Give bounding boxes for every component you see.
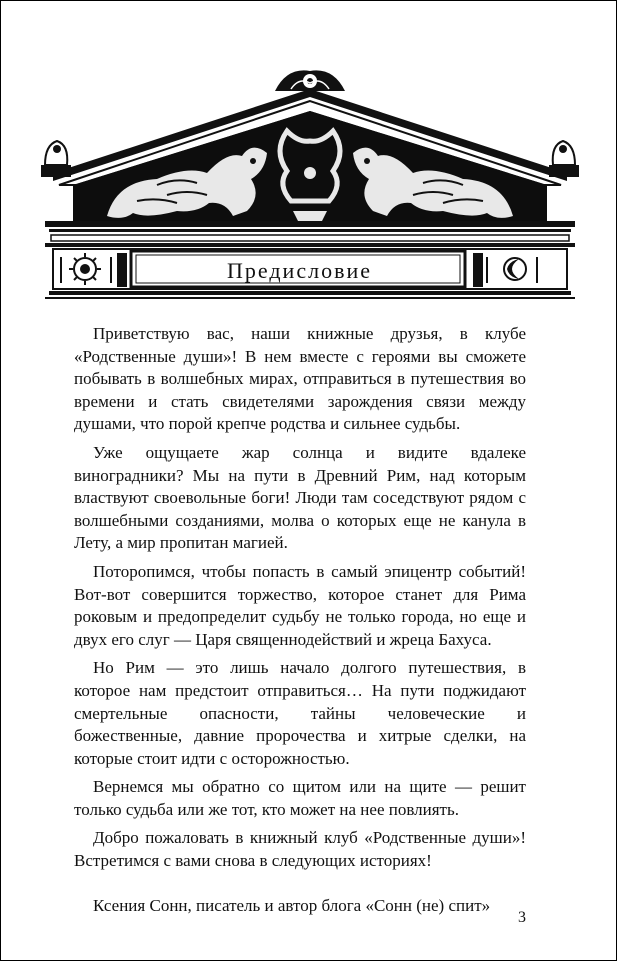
paragraph: Уже ощущаете жар солнца и видите вдалеке виноградники? Мы на пути в Древний Рим, над которым властвуют своевольные боги! Люди там соседствуют рядом с волшебными созданиями, молва о которых еще не канула в Лету, а мир пропитан магией. (74, 442, 526, 553)
right-corner-figure-icon (549, 141, 579, 177)
left-corner-figure-icon (41, 141, 71, 177)
paragraph: Приветствую вас, наши книжные друзья, в клубе «Родственные души»! В нем вместе с героями вы сможете побывать в волшебных мирах, отправиться в путешествия во времени и стать свидетелями зарождения связи между душами, что порой крепче родства и сильнее судьбы. (74, 324, 526, 434)
page-number: 3 (518, 909, 526, 926)
paragraph: Поторопимся, чтобы попасть в самый эпицентр событий! Вот-вот совершится торжество, которое станет для Рима роковым и предопределит судьбу не только города, но еще и двух его слуг — Царя священнодействий и жреца Бахуса. (74, 561, 526, 649)
dentil-row (51, 235, 569, 241)
paragraph: Вернемся мы обратно со щитом или на щите — решит только судьба или же тот, кто может на нее повлиять. (74, 777, 526, 819)
preface-body (74, 323, 526, 923)
paragraph: Но Рим — это лишь начало долгого путешествия, в которое нам предстоит отправиться… На пути поджидают смертельные опасности, тайны человеческие и божественные, давние пророчества и хитрые сделки, на которые стоит идти с осторожностью. (74, 658, 526, 768)
chapter-title: Предисловие (227, 258, 372, 283)
paragraph: Добро пожаловать в книжный клуб «Родственные души»! Встретимся с вами снова в следующих историях! (74, 828, 526, 871)
crest-ornament (275, 70, 345, 91)
author-signature: Ксения Сонн, писатель и автор блога «Сонн (не) спит» (93, 895, 491, 915)
